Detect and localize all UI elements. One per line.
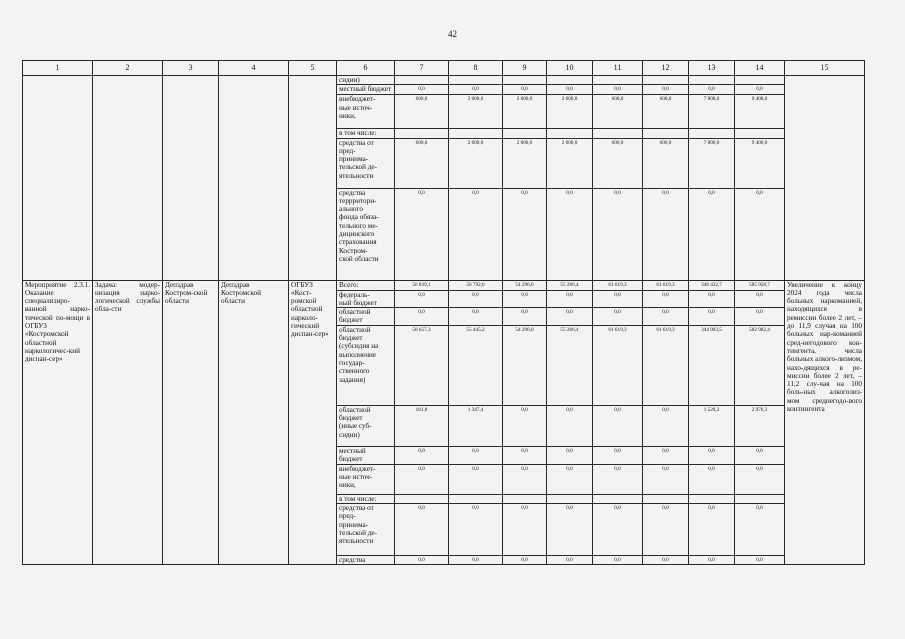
value-cell: 61 619,3	[593, 325, 643, 405]
value-cell: 600,0	[643, 95, 689, 129]
column-number: 2	[93, 61, 163, 76]
value-cell: 55 266,4	[547, 325, 593, 405]
source-label: средства	[337, 556, 395, 565]
value-cell: 0,0	[449, 446, 503, 464]
value-cell: 2 976,3	[735, 405, 785, 446]
value-cell: 0,0	[395, 308, 449, 326]
value-cell: 0,0	[643, 446, 689, 464]
column-number: 9	[503, 61, 547, 76]
value-cell: 2 000,0	[503, 138, 547, 188]
value-cell: 0,0	[593, 504, 643, 556]
value-cell	[449, 76, 503, 85]
value-cell: 0,0	[503, 405, 547, 446]
value-cell: 61 619,3	[593, 280, 643, 290]
value-cell: 0,0	[689, 556, 735, 565]
source-label: сидии)	[337, 76, 395, 85]
value-cell: 0,0	[395, 446, 449, 464]
source-label: Всего:	[337, 280, 395, 290]
value-cell: 0,0	[643, 188, 689, 280]
value-cell: 600,0	[395, 138, 449, 188]
value-cell	[547, 76, 593, 85]
value-cell: 0,0	[547, 308, 593, 326]
value-cell: 0,0	[395, 556, 449, 565]
value-cell: 0,0	[643, 290, 689, 308]
value-cell: 0,0	[449, 290, 503, 308]
value-cell: 0,0	[503, 504, 547, 556]
value-cell: 0,0	[503, 464, 547, 494]
value-cell: 54 296,0	[503, 325, 547, 405]
value-cell	[735, 76, 785, 85]
value-cell: 0,0	[449, 504, 503, 556]
source-label: средства от пред- принима- тельской де- ятельности	[337, 138, 395, 188]
source-label: внебюджет- ные источ- ники,	[337, 95, 395, 129]
page-number: 42	[448, 29, 457, 39]
table-body	[23, 76, 865, 565]
value-cell: 344 903,5	[689, 325, 735, 405]
value-cell: 0,0	[735, 290, 785, 308]
source-label: в том числе:	[337, 494, 395, 503]
budget-table	[22, 60, 865, 565]
source-label: средства от пред- принима- тельской де- ятельности	[337, 504, 395, 556]
value-cell	[503, 494, 547, 503]
value-cell: 0,0	[395, 85, 449, 95]
value-cell: 0,0	[689, 464, 735, 494]
value-cell: 0,0	[689, 188, 735, 280]
empty-col-15	[785, 76, 865, 281]
empty-col-1	[23, 76, 93, 281]
measure-name: Мероприятие 2.3.1. Оказание специализиро-ванной нарко-тической по-мощи в ОГБУЗ «Костромской областной наркологичес-кий диспан-сер»	[23, 280, 93, 565]
value-cell: 61 619,3	[643, 325, 689, 405]
column-number-row	[23, 61, 865, 76]
empty-col-5	[289, 76, 337, 281]
value-cell: 0,0	[547, 556, 593, 565]
value-cell: 0,0	[593, 290, 643, 308]
value-cell: 0,0	[449, 464, 503, 494]
value-cell: 0,0	[735, 504, 785, 556]
task-description: Задача: модер-низация нарко-логической службы обла-сти	[93, 280, 163, 565]
value-cell: 0,0	[503, 556, 547, 565]
column-number: 15	[785, 61, 865, 76]
column-number: 3	[163, 61, 219, 76]
value-cell	[547, 129, 593, 138]
value-cell: 0,0	[643, 85, 689, 95]
value-cell: 7 800,0	[689, 138, 735, 188]
value-cell	[503, 129, 547, 138]
value-cell: 0,0	[395, 464, 449, 494]
value-cell: 600,0	[593, 138, 643, 188]
value-cell: 181,8	[395, 405, 449, 446]
value-cell	[689, 494, 735, 503]
value-cell: 0,0	[735, 85, 785, 95]
value-cell	[395, 129, 449, 138]
table-row	[23, 76, 865, 85]
value-cell: 0,0	[593, 446, 643, 464]
value-cell: 55 445,2	[449, 325, 503, 405]
column-number: 5	[289, 61, 337, 76]
value-cell: 0,0	[643, 504, 689, 556]
value-cell: 0,0	[643, 556, 689, 565]
column-number: 14	[735, 61, 785, 76]
value-cell: 346 432,7	[689, 280, 735, 290]
value-cell	[593, 494, 643, 503]
value-cell: 0,0	[643, 464, 689, 494]
value-cell: 1 347,4	[449, 405, 503, 446]
value-cell: 61 619,3	[643, 280, 689, 290]
source-label: в том числе:	[337, 129, 395, 138]
value-cell: 0,0	[593, 308, 643, 326]
value-cell: 0,0	[547, 504, 593, 556]
value-cell: 0,0	[449, 188, 503, 280]
value-cell: 0,0	[593, 188, 643, 280]
value-cell: 0,0	[735, 446, 785, 464]
empty-col-3	[163, 76, 219, 281]
value-cell: 0,0	[547, 188, 593, 280]
value-cell	[689, 76, 735, 85]
value-cell	[449, 129, 503, 138]
value-cell: 600,0	[395, 95, 449, 129]
value-cell	[395, 76, 449, 85]
value-cell	[735, 129, 785, 138]
value-cell	[503, 76, 547, 85]
value-cell: 54 296,0	[503, 280, 547, 290]
column-number: 8	[449, 61, 503, 76]
source-label: внебюджет- ные источ- ники,	[337, 464, 395, 494]
value-cell: 0,0	[547, 446, 593, 464]
coordinator: Депздрав Костром-ской области	[163, 280, 219, 565]
source-label: областной бюджет	[337, 308, 395, 326]
value-cell: 600,0	[643, 138, 689, 188]
value-cell: 0,0	[689, 446, 735, 464]
value-cell: 55 266,4	[547, 280, 593, 290]
value-cell: 0,0	[449, 556, 503, 565]
value-cell: 0,0	[689, 504, 735, 556]
value-cell: 0,0	[735, 464, 785, 494]
column-number: 10	[547, 61, 593, 76]
column-number: 11	[593, 61, 643, 76]
value-cell	[643, 494, 689, 503]
value-cell: 0,0	[643, 308, 689, 326]
value-cell: 0,0	[593, 85, 643, 95]
column-number: 13	[689, 61, 735, 76]
value-cell: 0,0	[547, 464, 593, 494]
source-label: областной бюджет (иные суб- сидии)	[337, 405, 395, 446]
table-row	[23, 280, 865, 290]
value-cell: 0,0	[503, 446, 547, 464]
value-cell	[449, 494, 503, 503]
value-cell	[735, 494, 785, 503]
value-cell	[547, 494, 593, 503]
column-number: 12	[643, 61, 689, 76]
participant: ОГБУЗ «Кост-ромской областной нарколо-гический диспан-сер»	[289, 280, 337, 565]
column-number: 6	[337, 61, 395, 76]
value-cell: 0,0	[547, 405, 593, 446]
value-cell: 2 000,0	[547, 95, 593, 129]
empty-col-2	[93, 76, 163, 281]
value-cell: 0,0	[503, 290, 547, 308]
value-cell: 0,0	[735, 188, 785, 280]
value-cell: 56 657,3	[395, 325, 449, 405]
empty-col-4	[219, 76, 289, 281]
column-number: 4	[219, 61, 289, 76]
value-cell: 1 529,2	[689, 405, 735, 446]
source-label: средства террритори- ального фонда обяза- тельного ме- дицинского страхования Костром- ской области	[337, 188, 395, 280]
value-cell: 0,0	[395, 290, 449, 308]
column-number: 1	[23, 61, 93, 76]
column-number: 7	[395, 61, 449, 76]
value-cell: 2 000,0	[547, 138, 593, 188]
value-cell: 0,0	[449, 85, 503, 95]
value-cell	[643, 76, 689, 85]
value-cell: 9 400,0	[735, 95, 785, 129]
source-label: федераль- ный бюджет	[337, 290, 395, 308]
value-cell: 0,0	[395, 504, 449, 556]
expected-result: Увеличение к концу 2024 года числа больных наркоманией, находящихся в ремиссии более 2 лет, – до 11,9 случая на 100 больных нар-команией сред-негодового кон-тингента, числа больных алкого-лизмом, нахо-дящихся в ре-миссии более 2 лет, – 11,2 слу-чая на 100 боль-ных алкоголиз-мом среднегодо-вого контингента	[785, 280, 865, 565]
value-cell: 2 000,0	[449, 95, 503, 129]
value-cell	[593, 129, 643, 138]
value-cell	[395, 494, 449, 503]
value-cell: 0,0	[643, 405, 689, 446]
value-cell: 0,0	[395, 188, 449, 280]
value-cell: 56 839,1	[395, 280, 449, 290]
value-cell: 56 792,6	[449, 280, 503, 290]
value-cell: 0,0	[689, 85, 735, 95]
value-cell	[689, 129, 735, 138]
value-cell: 2 000,0	[449, 138, 503, 188]
value-cell: 0,0	[689, 308, 735, 326]
value-cell: 0,0	[593, 464, 643, 494]
value-cell: 0,0	[449, 308, 503, 326]
value-cell: 0,0	[689, 290, 735, 308]
value-cell: 0,0	[593, 405, 643, 446]
value-cell: 585 958,7	[735, 280, 785, 290]
value-cell: 0,0	[547, 85, 593, 95]
value-cell: 9 400,0	[735, 138, 785, 188]
value-cell: 0,0	[547, 290, 593, 308]
value-cell	[593, 76, 643, 85]
executor: Депздрав Костромской области	[219, 280, 289, 565]
value-cell: 0,0	[503, 188, 547, 280]
value-cell: 582 982,4	[735, 325, 785, 405]
value-cell: 0,0	[503, 308, 547, 326]
value-cell: 0,0	[735, 556, 785, 565]
value-cell: 0,0	[593, 556, 643, 565]
value-cell: 600,0	[593, 95, 643, 129]
source-label: областной бюджет (субсидия на выполнение государ- ственного задания)	[337, 325, 395, 405]
value-cell: 7 800,0	[689, 95, 735, 129]
source-label: местный бюджет	[337, 85, 395, 95]
value-cell	[643, 129, 689, 138]
value-cell: 0,0	[735, 308, 785, 326]
source-label: местный бюджет	[337, 446, 395, 464]
value-cell: 2 000,0	[503, 95, 547, 129]
value-cell: 0,0	[503, 85, 547, 95]
